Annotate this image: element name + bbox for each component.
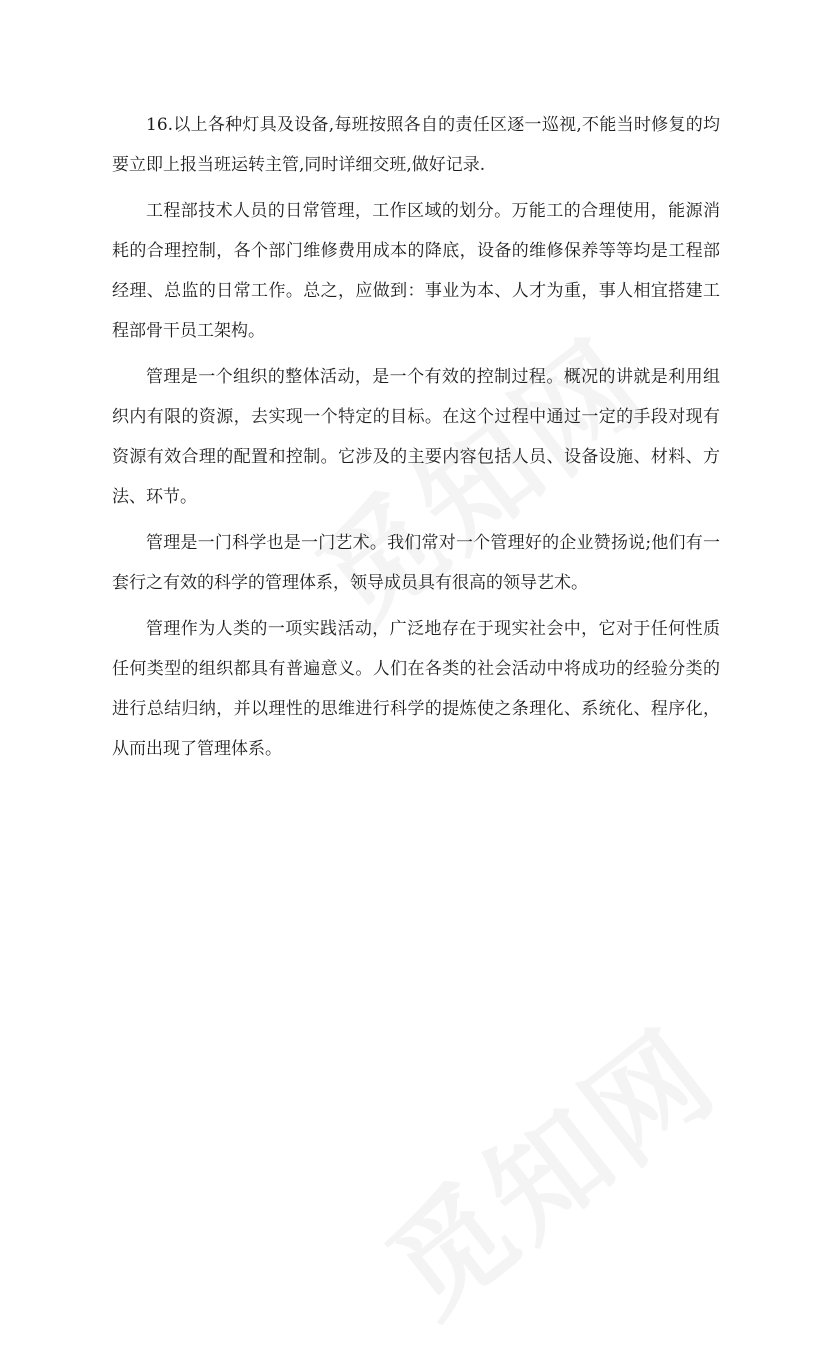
paragraph: 管理是一个组织的整体活动，是一个有效的控制过程。概况的讲就是利用组织内有限的资源，去实现一个特定的目标。在这个过程中通过一定的手段对现有资源有效合理的配置和控制。它涉及的主要内容包括人员、设备设施、材料、方法、环节。 [112, 367, 720, 507]
document-body [112, 105, 720, 775]
paragraph: 16.以上各种灯具及设备,每班按照各自的责任区逐一巡视,不能当时修复的均要立即上报当班运转主管,同时详细交班,做好记录. [112, 115, 720, 175]
paragraph: 工程部技术人员的日常管理，工作区域的划分。万能工的合理使用，能源消耗的合理控制，各个部门维修费用成本的降底，设备的维修保养等等均是工程部经理、总监的日常工作。总之，应做到：事业为本、人才为重，事人相宜搭建工程部骨干员工架构。 [112, 201, 720, 341]
watermark-logo [347, 984, 745, 1347]
paragraph: 管理作为人类的一项实践活动，广泛地存在于现实社会中，它对于任何性质任何类型的组织都具有普遍意义。人们在各类的社会活动中将成功的经验分类的进行总结归纳，并以理性的思维进行科学的提炼使之条理化、系统化、程序化，从而出现了管理体系。 [112, 619, 720, 759]
paragraph: 管理是一门科学也是一门艺术。我们常对一个管理好的企业赞扬说;他们有一套行之有效的科学的管理体系，领导成员具有很高的领导艺术。 [112, 533, 720, 593]
